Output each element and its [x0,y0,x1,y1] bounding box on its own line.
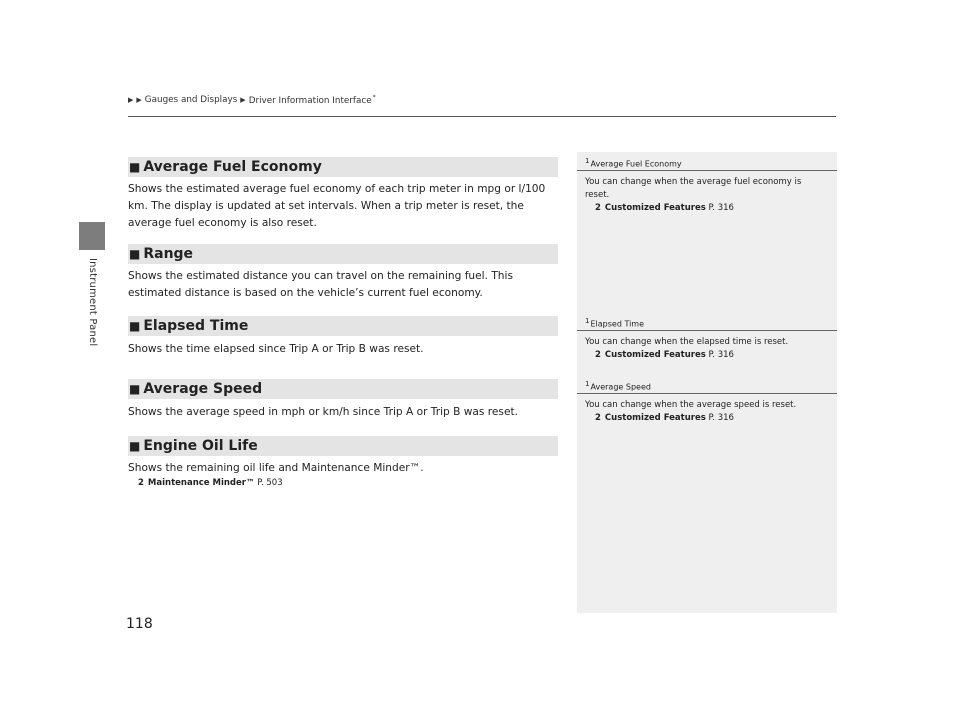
reference-arrow-icon: 2 [595,412,601,423]
note-title: 1Elapsed Time [577,317,837,331]
heading-bullet-icon: ■ [129,439,141,453]
heading-bullet-icon: ■ [129,160,141,174]
section-body-range: Shows the estimated distance you can travel on the remaining fuel. This estimated distance is based on the vehicle’s current fuel economy. [128,270,513,299]
note-average-speed [577,380,837,425]
note-icon: 1 [585,317,590,325]
section-heading-average-speed: ■ Average Speed [128,379,558,399]
breadcrumb-triangle-icon: ▶ [240,95,246,104]
note-elapsed-time [577,317,837,362]
note-icon: 1 [585,157,590,165]
section-body-average-fuel-economy: Shows the estimated average fuel economy of each trip meter in mpg or l/100 km. The display is updated at set intervals. When a trip meter is reset, the average fuel economy is also reset. [128,183,546,229]
breadcrumb-triangle-icon: ▶ [136,95,142,104]
heading-bullet-icon: ■ [129,247,141,261]
chapter-tab-marker [79,222,105,250]
heading-bullet-icon: ■ [129,382,141,396]
breadcrumb-item-driver-info[interactable]: Driver Information Interface* [248,94,376,106]
breadcrumb [128,94,376,106]
note-icon: 1 [585,380,590,388]
note-body: You can change when the average fuel economy is reset. [585,176,802,200]
chapter-tab-label [79,258,105,358]
optional-marker: * [372,94,376,101]
header-divider [128,116,836,117]
customized-features-link[interactable]: 2 Customized Features P. 316 [595,412,734,423]
breadcrumb-item-gauges[interactable]: Gauges and Displays [144,94,238,105]
note-body: You can change when the average speed is reset. [585,399,797,410]
note-body: You can change when the elapsed time is reset. [585,336,789,347]
section-heading-elapsed-time: ■ Elapsed Time [128,316,558,336]
breadcrumb-triangle-icon: ▶ [128,95,134,104]
section-heading-range: ■ Range [128,244,558,264]
note-title: 1Average Fuel Economy [577,157,837,171]
section-body-average-speed: Shows the average speed in mph or km/h since Trip A or Trip B was reset. [128,406,518,418]
section-heading-engine-oil-life: ■ Engine Oil Life [128,436,558,456]
customized-features-link[interactable]: 2 Customized Features P. 316 [595,349,734,360]
note-average-fuel-economy [577,157,837,215]
maintenance-minder-link[interactable]: 2 Maintenance Minder™ P. 503 [138,478,283,488]
reference-arrow-icon: 2 [138,478,144,488]
section-body-engine-oil-life: Shows the remaining oil life and Maintenance Minder™. [128,462,424,474]
section-body-elapsed-time: Shows the time elapsed since Trip A or Trip B was reset. [128,343,424,355]
chapter-tab-text: Instrument Panel [87,258,98,347]
customized-features-link[interactable]: 2 Customized Features P. 316 [595,202,734,213]
heading-bullet-icon: ■ [129,319,141,333]
page-number: 118 [126,616,153,632]
reference-arrow-icon: 2 [595,202,601,213]
section-heading-average-fuel-economy: ■ Average Fuel Economy [128,157,558,177]
reference-arrow-icon: 2 [595,349,601,360]
note-title: 1Average Speed [577,380,837,394]
